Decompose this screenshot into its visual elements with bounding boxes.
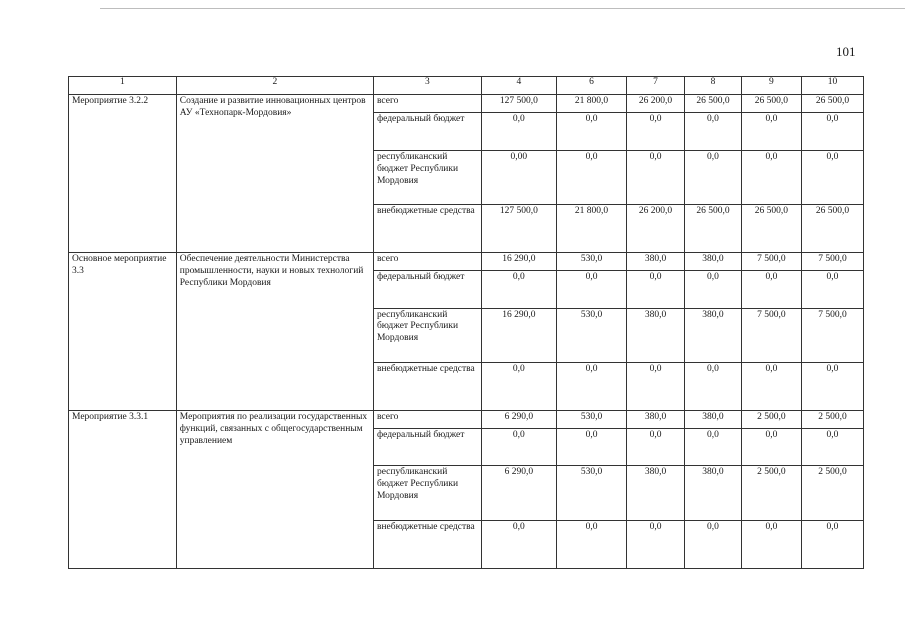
header-cell: 1 (69, 77, 177, 95)
amount-cell: 380,0 (627, 253, 685, 270)
amount-cell: 0,0 (481, 270, 556, 308)
funding-source-cell: всего (373, 253, 481, 270)
amount-cell: 26 500,0 (685, 95, 742, 112)
header-cell: 6 (556, 77, 626, 95)
funding-source-cell: федеральный бюджет (373, 112, 481, 150)
amount-cell: 16 290,0 (481, 308, 556, 362)
funding-source-cell: внебюджетные средства (373, 362, 481, 410)
header-cell: 7 (627, 77, 685, 95)
amount-cell: 380,0 (627, 411, 685, 428)
amount-cell: 0,0 (685, 150, 742, 204)
amount-cell: 2 500,0 (801, 411, 863, 428)
amount-cell: 380,0 (627, 466, 685, 520)
amount-cell: 0,0 (481, 362, 556, 410)
amount-cell: 26 500,0 (741, 95, 801, 112)
amount-cell: 0,0 (556, 112, 626, 150)
table-header-row (69, 77, 864, 95)
amount-cell: 6 290,0 (481, 466, 556, 520)
header-cell: 9 (741, 77, 801, 95)
amount-cell: 127 500,0 (481, 205, 556, 253)
amount-cell: 0,0 (741, 428, 801, 466)
amount-cell: 0,0 (556, 428, 626, 466)
activity-name-cell: Создание и развитие инновационных центров АУ «Технопарк-Мордовия» (176, 95, 373, 253)
amount-cell: 0,0 (627, 362, 685, 410)
amount-cell: 380,0 (685, 308, 742, 362)
amount-cell: 0,00 (481, 150, 556, 204)
header-cell: 2 (176, 77, 373, 95)
amount-cell: 7 500,0 (801, 253, 863, 270)
funding-source-cell: федеральный бюджет (373, 428, 481, 466)
budget-table (68, 76, 864, 569)
amount-cell: 26 200,0 (627, 95, 685, 112)
amount-cell: 0,0 (556, 362, 626, 410)
amount-cell: 530,0 (556, 253, 626, 270)
header-cell: 10 (801, 77, 863, 95)
amount-cell: 0,0 (556, 270, 626, 308)
amount-cell: 0,0 (801, 520, 863, 568)
amount-cell: 0,0 (481, 520, 556, 568)
amount-cell: 0,0 (741, 270, 801, 308)
amount-cell: 380,0 (685, 466, 742, 520)
amount-cell: 7 500,0 (801, 308, 863, 362)
amount-cell: 0,0 (685, 270, 742, 308)
amount-cell: 0,0 (627, 428, 685, 466)
amount-cell: 0,0 (685, 520, 742, 568)
amount-cell: 6 290,0 (481, 411, 556, 428)
amount-cell: 2 500,0 (741, 411, 801, 428)
amount-cell: 26 500,0 (685, 205, 742, 253)
funding-source-cell: республиканский бюджет Республики Мордовия (373, 466, 481, 520)
amount-cell: 380,0 (685, 253, 742, 270)
scan-border-line (100, 8, 905, 9)
amount-cell: 26 200,0 (627, 205, 685, 253)
amount-cell: 0,0 (627, 520, 685, 568)
activity-name-cell: Мероприятия по реализации государственных функций, связанных с общегосударственным управлением (176, 411, 373, 569)
amount-cell: 0,0 (556, 150, 626, 204)
amount-cell: 21 800,0 (556, 205, 626, 253)
amount-cell: 0,0 (741, 520, 801, 568)
activity-code-cell: Мероприятие 3.2.2 (69, 95, 177, 253)
amount-cell: 0,0 (685, 112, 742, 150)
amount-cell: 0,0 (481, 428, 556, 466)
amount-cell: 7 500,0 (741, 253, 801, 270)
activity-code-cell: Мероприятие 3.3.1 (69, 411, 177, 569)
amount-cell: 0,0 (481, 112, 556, 150)
amount-cell: 0,0 (685, 428, 742, 466)
amount-cell: 0,0 (556, 520, 626, 568)
table-row (69, 253, 864, 270)
amount-cell: 7 500,0 (741, 308, 801, 362)
table-row (69, 411, 864, 428)
amount-cell: 0,0 (627, 150, 685, 204)
amount-cell: 0,0 (741, 362, 801, 410)
amount-cell: 21 800,0 (556, 95, 626, 112)
table-row (69, 95, 864, 112)
header-cell: 8 (685, 77, 742, 95)
amount-cell: 0,0 (801, 150, 863, 204)
funding-source-cell: всего (373, 411, 481, 428)
amount-cell: 0,0 (801, 270, 863, 308)
amount-cell: 127 500,0 (481, 95, 556, 112)
amount-cell: 380,0 (627, 308, 685, 362)
amount-cell: 0,0 (801, 362, 863, 410)
amount-cell: 16 290,0 (481, 253, 556, 270)
funding-source-cell: всего (373, 95, 481, 112)
header-cell: 4 (481, 77, 556, 95)
funding-source-cell: федеральный бюджет (373, 270, 481, 308)
amount-cell: 380,0 (685, 411, 742, 428)
amount-cell: 530,0 (556, 308, 626, 362)
budget-table-body (69, 77, 864, 569)
amount-cell: 2 500,0 (801, 466, 863, 520)
amount-cell: 0,0 (741, 112, 801, 150)
amount-cell: 0,0 (627, 270, 685, 308)
amount-cell: 0,0 (801, 428, 863, 466)
amount-cell: 0,0 (801, 112, 863, 150)
funding-source-cell: внебюджетные средства (373, 520, 481, 568)
header-cell: 3 (373, 77, 481, 95)
amount-cell: 530,0 (556, 466, 626, 520)
amount-cell: 0,0 (685, 362, 742, 410)
amount-cell: 26 500,0 (801, 95, 863, 112)
activity-code-cell: Основное мероприятие 3.3 (69, 253, 177, 411)
activity-name-cell: Обеспечение деятельности Министерства промышленности, науки и новых технологий Республики Мордовия (176, 253, 373, 411)
amount-cell: 0,0 (741, 150, 801, 204)
amount-cell: 530,0 (556, 411, 626, 428)
funding-source-cell: республиканский бюджет Республики Мордовия (373, 150, 481, 204)
funding-source-cell: республиканский бюджет Республики Мордовия (373, 308, 481, 362)
amount-cell: 2 500,0 (741, 466, 801, 520)
page-number: 101 (836, 44, 856, 59)
funding-source-cell: внебюджетные средства (373, 205, 481, 253)
amount-cell: 26 500,0 (741, 205, 801, 253)
amount-cell: 26 500,0 (801, 205, 863, 253)
amount-cell: 0,0 (627, 112, 685, 150)
